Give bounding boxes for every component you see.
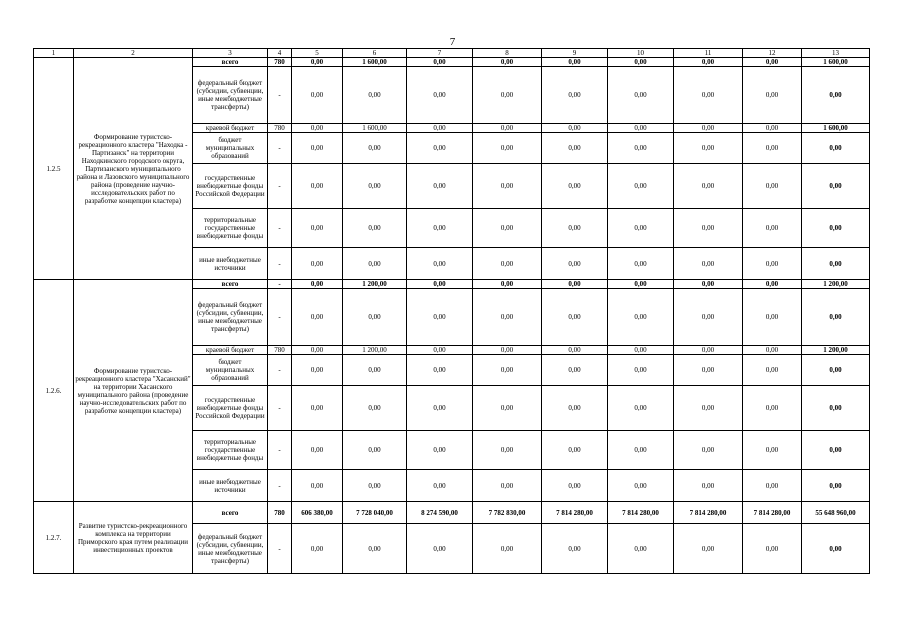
value-cell: 0,00 (674, 133, 743, 164)
value-cell: 0,00 (292, 124, 343, 133)
value-cell: 0,00 (473, 346, 542, 355)
value-cell: 0,00 (608, 124, 674, 133)
value-cell: 0,00 (473, 67, 542, 124)
value-cell: 0,00 (743, 346, 802, 355)
value-cell: 0,00 (407, 386, 473, 431)
value-cell: 0,00 (674, 470, 743, 502)
value-cell: 0,00 (407, 209, 473, 248)
value-cell: 0,00 (292, 431, 343, 470)
value-cell: 0,00 (743, 248, 802, 280)
value-cell: 0,00 (473, 133, 542, 164)
value-cell: 0,00 (292, 524, 343, 574)
total-cell: 0,00 (802, 248, 870, 280)
value-cell: 0,00 (674, 209, 743, 248)
value-cell: 0,00 (608, 58, 674, 67)
value-cell: 0,00 (407, 289, 473, 346)
value-cell: 0,00 (542, 386, 608, 431)
value-cell: 0,00 (608, 355, 674, 386)
value-cell: 0,00 (292, 209, 343, 248)
total-cell: 0,00 (802, 470, 870, 502)
value-cell: 0,00 (674, 58, 743, 67)
funding-source: всего (193, 280, 268, 289)
total-cell: 0,00 (802, 209, 870, 248)
page-number: 7 (449, 36, 456, 48)
code-cell: 780 (268, 58, 292, 67)
total-cell: 0,00 (802, 133, 870, 164)
code-cell: - (268, 280, 292, 289)
value-cell: 1 600,00 (343, 124, 407, 133)
value-cell: 0,00 (292, 164, 343, 209)
value-cell: 8 274 590,00 (407, 502, 473, 524)
value-cell: 0,00 (542, 248, 608, 280)
value-cell: 0,00 (407, 133, 473, 164)
value-cell: 0,00 (743, 524, 802, 574)
value-cell: 0,00 (542, 133, 608, 164)
value-cell: 0,00 (608, 248, 674, 280)
value-cell: 0,00 (473, 58, 542, 67)
value-cell: 0,00 (343, 209, 407, 248)
value-cell: 0,00 (292, 248, 343, 280)
value-cell: 0,00 (743, 133, 802, 164)
total-cell: 1 200,00 (802, 280, 870, 289)
total-cell: 0,00 (802, 431, 870, 470)
col-header: 8 (473, 49, 542, 58)
value-cell: 0,00 (542, 280, 608, 289)
value-cell: 0,00 (343, 289, 407, 346)
value-cell: 7 814 280,00 (608, 502, 674, 524)
funding-source: бюджет муниципальных образований (193, 133, 268, 164)
value-cell: 0,00 (473, 164, 542, 209)
value-cell: 0,00 (292, 67, 343, 124)
value-cell: 0,00 (608, 67, 674, 124)
value-cell: 0,00 (542, 346, 608, 355)
value-cell: 0,00 (407, 248, 473, 280)
value-cell: 1 600,00 (343, 58, 407, 67)
value-cell: 0,00 (542, 524, 608, 574)
code-cell: - (268, 524, 292, 574)
value-cell: 0,00 (473, 248, 542, 280)
total-cell: 0,00 (802, 289, 870, 346)
value-cell: 0,00 (407, 58, 473, 67)
value-cell: 0,00 (674, 289, 743, 346)
value-cell: 0,00 (743, 124, 802, 133)
value-cell: 0,00 (608, 386, 674, 431)
value-cell: 7 814 280,00 (743, 502, 802, 524)
code-cell: - (268, 289, 292, 346)
value-cell: 0,00 (407, 470, 473, 502)
value-cell: 0,00 (674, 524, 743, 574)
value-cell: 0,00 (292, 386, 343, 431)
total-cell: 0,00 (802, 386, 870, 431)
value-cell: 0,00 (743, 58, 802, 67)
value-cell: 0,00 (292, 346, 343, 355)
funding-source: всего (193, 502, 268, 524)
code-cell: 780 (268, 124, 292, 133)
value-cell: 0,00 (542, 164, 608, 209)
item-number: 1.2.5 (34, 58, 74, 280)
value-cell: 0,00 (674, 164, 743, 209)
value-cell: 1 200,00 (343, 346, 407, 355)
total-cell: 1 600,00 (802, 58, 870, 67)
funding-source: федеральный бюджет (субсидии, субвенции, иные межбюджетные трансферты) (193, 524, 268, 574)
value-cell: 0,00 (542, 209, 608, 248)
code-cell: - (268, 133, 292, 164)
col-header: 13 (802, 49, 870, 58)
total-cell: 1 600,00 (802, 124, 870, 133)
value-cell: 0,00 (473, 524, 542, 574)
value-cell: 0,00 (674, 124, 743, 133)
table-body (34, 49, 870, 574)
value-cell: 0,00 (608, 133, 674, 164)
value-cell: 0,00 (407, 355, 473, 386)
program-name: Развитие туристско-рекреационного комплекса на территории Приморского края путем реализации инвестиционных проектов (74, 502, 193, 574)
funding-source: краевой бюджет (193, 124, 268, 133)
value-cell: 0,00 (542, 470, 608, 502)
value-cell: 0,00 (407, 164, 473, 209)
value-cell: 1 200,00 (343, 280, 407, 289)
item-number: 1.2.7. (34, 502, 74, 574)
value-cell: 0,00 (292, 280, 343, 289)
code-cell: 780 (268, 502, 292, 524)
program-row-total (34, 58, 870, 67)
col-header: 2 (74, 49, 193, 58)
funding-source: государственные внебюджетные фонды Российской Федерации (193, 386, 268, 431)
value-cell: 0,00 (542, 67, 608, 124)
funding-source: всего (193, 58, 268, 67)
col-header: 10 (608, 49, 674, 58)
value-cell: 0,00 (542, 289, 608, 346)
value-cell: 0,00 (407, 280, 473, 289)
value-cell: 0,00 (292, 470, 343, 502)
value-cell: 0,00 (674, 67, 743, 124)
funding-source: федеральный бюджет (субсидии, субвенции, иные межбюджетные трансферты) (193, 289, 268, 346)
value-cell: 0,00 (674, 386, 743, 431)
value-cell: 7 728 040,00 (343, 502, 407, 524)
value-cell: 606 380,00 (292, 502, 343, 524)
value-cell: 0,00 (473, 386, 542, 431)
program-name: Формирование туристско-рекреационного кластера "Хасанский" на территории Хасанского муниципального района (проведение научно-исследовательских работ по разработке концепции кластера) (74, 280, 193, 502)
total-cell: 0,00 (802, 67, 870, 124)
value-cell: 0,00 (292, 355, 343, 386)
total-cell: 0,00 (802, 164, 870, 209)
value-cell: 0,00 (473, 280, 542, 289)
value-cell: 0,00 (608, 524, 674, 574)
value-cell: 0,00 (674, 280, 743, 289)
value-cell: 0,00 (674, 248, 743, 280)
value-cell: 0,00 (743, 209, 802, 248)
value-cell: 0,00 (542, 431, 608, 470)
col-header: 12 (743, 49, 802, 58)
code-cell: - (268, 248, 292, 280)
budget-table (33, 48, 870, 574)
value-cell: 0,00 (674, 355, 743, 386)
value-cell: 0,00 (343, 386, 407, 431)
value-cell: 0,00 (542, 58, 608, 67)
value-cell: 0,00 (542, 355, 608, 386)
value-cell: 0,00 (608, 164, 674, 209)
value-cell: 0,00 (343, 164, 407, 209)
total-cell: 1 200,00 (802, 346, 870, 355)
value-cell: 0,00 (473, 355, 542, 386)
value-cell: 0,00 (343, 470, 407, 502)
funding-source: федеральный бюджет (субсидии, субвенции, иные межбюджетные трансферты) (193, 67, 268, 124)
col-header: 6 (343, 49, 407, 58)
col-header: 9 (542, 49, 608, 58)
value-cell: 0,00 (407, 524, 473, 574)
col-header: 1 (34, 49, 74, 58)
col-header: 11 (674, 49, 743, 58)
code-cell: - (268, 386, 292, 431)
code-cell: 780 (268, 346, 292, 355)
value-cell: 0,00 (743, 355, 802, 386)
value-cell: 7 814 280,00 (542, 502, 608, 524)
funding-source: иные внебюджетные источники (193, 470, 268, 502)
code-cell: - (268, 355, 292, 386)
value-cell: 7 782 830,00 (473, 502, 542, 524)
value-cell: 0,00 (292, 289, 343, 346)
value-cell: 0,00 (343, 431, 407, 470)
value-cell: 0,00 (407, 67, 473, 124)
funding-source: краевой бюджет (193, 346, 268, 355)
col-header: 4 (268, 49, 292, 58)
code-cell: - (268, 67, 292, 124)
total-cell: 55 648 960,00 (802, 502, 870, 524)
value-cell: 0,00 (743, 67, 802, 124)
value-cell: 0,00 (473, 209, 542, 248)
col-header: 3 (193, 49, 268, 58)
code-cell: - (268, 164, 292, 209)
value-cell: 0,00 (743, 164, 802, 209)
value-cell: 0,00 (407, 346, 473, 355)
value-cell: 7 814 280,00 (674, 502, 743, 524)
value-cell: 0,00 (608, 431, 674, 470)
col-header: 5 (292, 49, 343, 58)
value-cell: 0,00 (608, 209, 674, 248)
value-cell: 0,00 (743, 289, 802, 346)
value-cell: 0,00 (343, 67, 407, 124)
value-cell: 0,00 (473, 289, 542, 346)
code-cell: - (268, 470, 292, 502)
program-row-total (34, 280, 870, 289)
funding-source: государственные внебюджетные фонды Российской Федерации (193, 164, 268, 209)
value-cell: 0,00 (608, 346, 674, 355)
value-cell: 0,00 (343, 355, 407, 386)
funding-source: иные внебюджетные источники (193, 248, 268, 280)
value-cell: 0,00 (473, 431, 542, 470)
program-name: Формирование туристско-рекреационного кластера "Находка - Партизанск" на территории Находкинского городского округа, Партизанского муниципального района и Лазовского муниципального района (проведение научно-исследовательских работ по разработке концепции кластера) (74, 58, 193, 280)
value-cell: 0,00 (743, 386, 802, 431)
total-cell: 0,00 (802, 524, 870, 574)
col-header: 7 (407, 49, 473, 58)
total-cell: 0,00 (802, 355, 870, 386)
value-cell: 0,00 (343, 133, 407, 164)
code-cell: - (268, 209, 292, 248)
value-cell: 0,00 (674, 431, 743, 470)
value-cell: 0,00 (343, 248, 407, 280)
value-cell: 0,00 (608, 470, 674, 502)
value-cell: 0,00 (743, 431, 802, 470)
code-cell: - (268, 431, 292, 470)
value-cell: 0,00 (743, 280, 802, 289)
value-cell: 0,00 (292, 133, 343, 164)
value-cell: 0,00 (608, 280, 674, 289)
funding-source: территориальные государственные внебюджетные фонды (193, 431, 268, 470)
funding-source: территориальные государственные внебюджетные фонды (193, 209, 268, 248)
value-cell: 0,00 (407, 431, 473, 470)
value-cell: 0,00 (407, 124, 473, 133)
header-row (34, 49, 870, 58)
value-cell: 0,00 (343, 524, 407, 574)
value-cell: 0,00 (743, 470, 802, 502)
value-cell: 0,00 (608, 289, 674, 346)
value-cell: 0,00 (292, 58, 343, 67)
value-cell: 0,00 (473, 470, 542, 502)
value-cell: 0,00 (542, 124, 608, 133)
item-number: 1.2.6. (34, 280, 74, 502)
value-cell: 0,00 (674, 346, 743, 355)
funding-source: бюджет муниципальных образований (193, 355, 268, 386)
program-row-total (34, 502, 870, 524)
value-cell: 0,00 (473, 124, 542, 133)
